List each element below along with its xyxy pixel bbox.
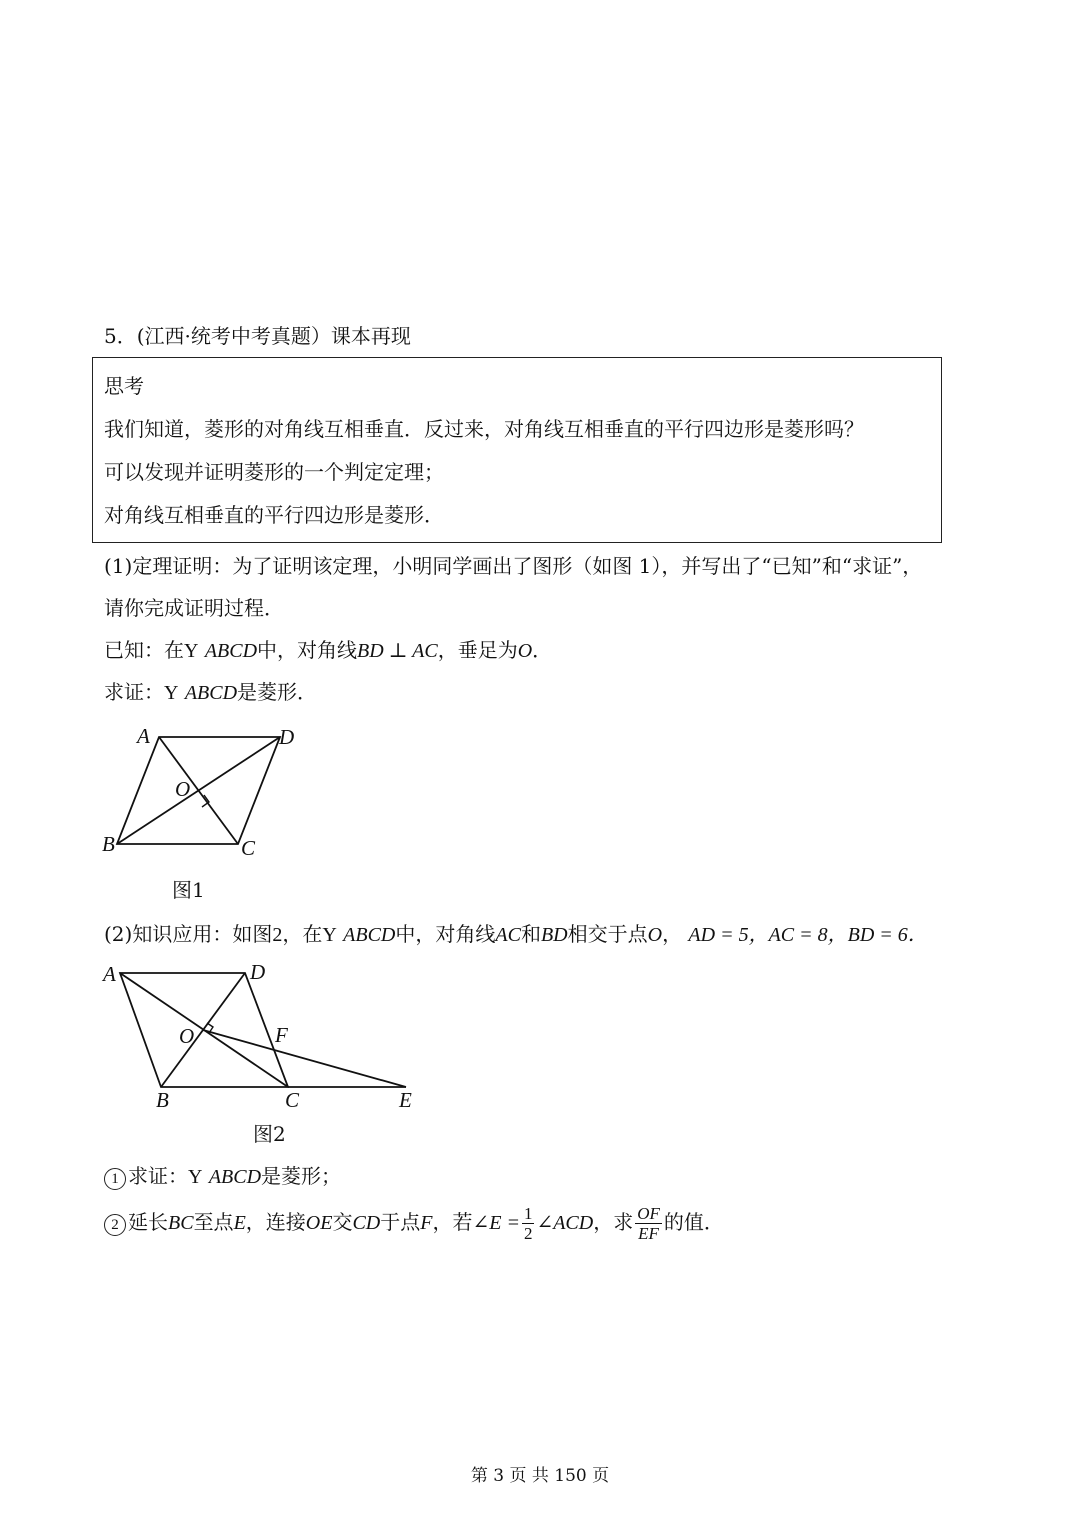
prove-abcd: ABCD bbox=[184, 682, 238, 704]
given-relation: BD ⊥ AC bbox=[357, 640, 438, 662]
given-mid: 中，对角线 bbox=[257, 638, 358, 662]
figure-2-caption: 图2 bbox=[253, 1122, 286, 1146]
part2-ac: AC bbox=[495, 924, 521, 946]
page-footer: 第 3 页 共 150 页 bbox=[470, 1466, 610, 1486]
sub2-oe: OE bbox=[305, 1212, 333, 1234]
sub2-t6: ，若 bbox=[432, 1210, 473, 1234]
given-statement bbox=[104, 636, 552, 665]
sub1-end: 是菱形； bbox=[261, 1164, 342, 1188]
frac-denominator: EF bbox=[638, 1224, 659, 1243]
sub2-f: F bbox=[420, 1212, 433, 1234]
sub2-angle-e: ∠E = bbox=[472, 1212, 520, 1234]
given-mid2: ，垂足为 bbox=[437, 638, 518, 662]
part2-fig-no: 2 bbox=[272, 924, 283, 946]
fraction-of-ef bbox=[635, 1204, 662, 1243]
sub2-e: E bbox=[233, 1212, 246, 1234]
box-line-1: 我们知道，菱形的对角线互相垂直．反过来，对角线互相垂直的平行四边形是菱形吗？ bbox=[104, 417, 864, 441]
sub1-prefix: 求证： bbox=[128, 1164, 188, 1188]
part2-prefix: (2)知识应用：如图 bbox=[104, 922, 273, 946]
fig1-diagonal-bd bbox=[117, 737, 280, 844]
fig2-label-o: O bbox=[179, 1024, 195, 1048]
sub2-cd: CD bbox=[352, 1212, 381, 1234]
problem-header: 5．(江西·统考中考真题）课本再现 bbox=[104, 324, 411, 348]
prove-prefix: 求证： bbox=[104, 680, 164, 704]
fig2-label-d: D bbox=[250, 960, 266, 984]
part1-line-2: 请你完成证明过程． bbox=[104, 596, 284, 620]
fig2-label-a: A bbox=[103, 962, 116, 986]
fig2-segment-oe bbox=[203, 1030, 406, 1087]
fig1-label-d: D bbox=[279, 725, 295, 749]
fig2-label-f: F bbox=[275, 1023, 288, 1047]
part2-mid3: 相交于点 bbox=[567, 922, 648, 946]
given-prefix: 已知：在 bbox=[104, 638, 184, 662]
sub2-t8: 的值． bbox=[663, 1210, 724, 1234]
part2-given-values: AD = 5，AC = 8，BD = 6． bbox=[688, 924, 928, 946]
circled-number-1: 1 bbox=[104, 1168, 126, 1190]
box-line-3: 对角线互相垂直的平行四边形是菱形． bbox=[104, 503, 444, 527]
given-end: ． bbox=[532, 638, 553, 662]
part2-mid1: ，在 bbox=[282, 922, 323, 946]
sub2-t1: 延长 bbox=[128, 1210, 168, 1234]
prove-end: 是菱形． bbox=[237, 680, 318, 704]
fig2-label-b: B bbox=[156, 1088, 169, 1112]
parallelogram-symbol: Y bbox=[188, 1166, 203, 1188]
part2-bd: BD bbox=[540, 924, 568, 946]
fig1-label-o: O bbox=[175, 777, 191, 801]
part2-statement bbox=[104, 920, 928, 949]
fig2-label-e: E bbox=[399, 1088, 412, 1112]
sub2-t7: ，求 bbox=[593, 1210, 634, 1234]
sub1-abcd: ABCD bbox=[208, 1166, 262, 1188]
prove-statement bbox=[104, 678, 317, 707]
parallelogram-symbol: Y bbox=[322, 924, 337, 946]
fig1-label-b: B bbox=[102, 832, 115, 856]
sub2-t3: ，连接 bbox=[245, 1210, 306, 1234]
subquestion-1 bbox=[104, 1162, 341, 1191]
circled-number-2: 2 bbox=[104, 1214, 126, 1236]
part2-mid4: ， bbox=[662, 922, 683, 946]
part2-abcd: ABCD bbox=[343, 924, 396, 946]
sub2-angle-acd: ∠ACD bbox=[536, 1212, 594, 1234]
given-abcd: ABCD bbox=[204, 640, 258, 662]
fraction-one-half bbox=[522, 1204, 535, 1243]
box-line-2: 可以发现并证明菱形的一个判定定理； bbox=[104, 460, 444, 484]
fig2-label-c: C bbox=[285, 1088, 300, 1112]
parallelogram-symbol: Y bbox=[164, 682, 179, 704]
part1-line-1: (1)定理证明：为了证明该定理，小明同学画出了图形（如图 1），并写出了“已知”和“求证”， bbox=[104, 554, 923, 578]
half-numerator: 1 bbox=[523, 1204, 533, 1223]
sub2-t2: 至点 bbox=[193, 1210, 234, 1234]
parallelogram-symbol: Y bbox=[184, 640, 199, 662]
part2-and: 和 bbox=[520, 922, 541, 946]
given-o: O bbox=[517, 640, 533, 662]
fig1-label-c: C bbox=[241, 836, 256, 860]
part2-mid2: 中，对角线 bbox=[395, 922, 496, 946]
part2-o: O bbox=[647, 924, 663, 946]
sub2-bc: BC bbox=[168, 1212, 194, 1234]
figure-1-caption: 图1 bbox=[172, 878, 205, 902]
fig1-label-a: A bbox=[137, 724, 150, 748]
half-denominator: 2 bbox=[523, 1224, 533, 1243]
figure-1 bbox=[95, 718, 315, 868]
sub2-t5: 于点 bbox=[380, 1210, 421, 1234]
sub2-t4: 交 bbox=[332, 1210, 353, 1234]
figure-2 bbox=[95, 955, 435, 1120]
box-title: 思考 bbox=[104, 374, 144, 398]
subquestion-2 bbox=[104, 1198, 724, 1247]
frac-numerator: OF bbox=[637, 1204, 660, 1223]
